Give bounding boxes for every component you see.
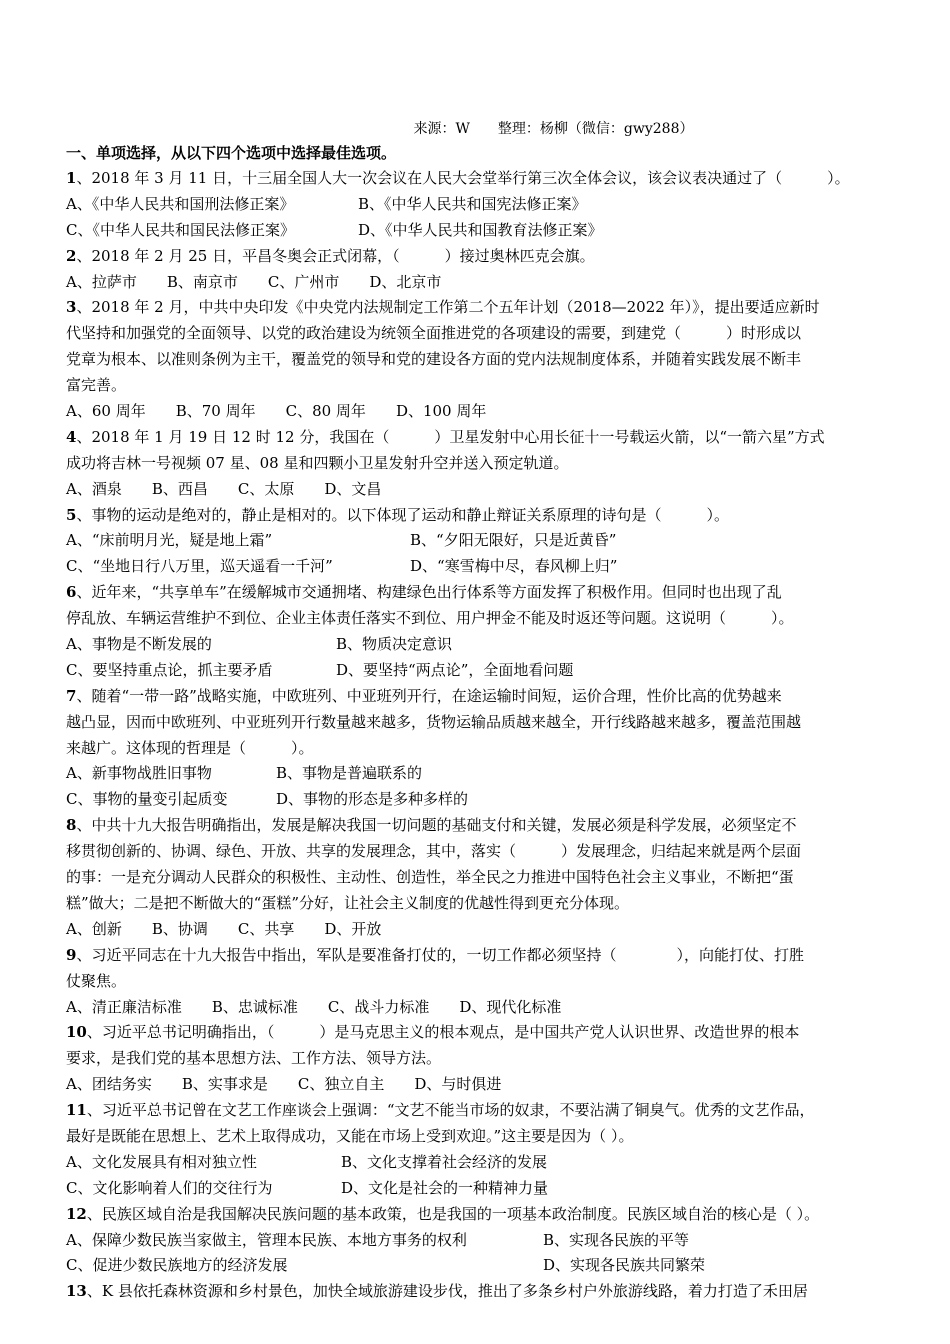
question-line: 来越广。这体现的哲理是（ ）。	[66, 738, 314, 757]
question-11-line: 11、习近平总书记曾在文艺工作座谈会上强调：“文艺不能当市场的奴隶，不要沾满了铜臭气。优秀的文艺作品，	[66, 1101, 815, 1120]
option-b: B、协调	[151, 919, 208, 938]
question-number: 9	[66, 945, 77, 964]
option-a: A、保障少数民族当家做主，管理本民族、本地方事务的权利	[66, 1230, 467, 1249]
question-4-line: 4、2018 年 1 月 19 日 12 时 12 分，我国在（ ）卫星发射中心用长征十一号载运火箭，以“一箭六星”方式	[66, 427, 825, 446]
question-13-line: 13、K 县依托森林资源和乡村景色，加快全域旅游建设步伐，推出了多条乡村户外旅游线路，着力打造了禾田居	[66, 1282, 808, 1301]
question-8-line: 8、中共十九大报告明确指出，发展是解决我国一切问题的基础支付和关键，发展必须是科学发展，必须坚定不	[66, 816, 797, 835]
question-6-line: 6、近年来，“共享单车”在缓解城市交通拥堵、构建绿色出行体系等方面发挥了积极作用。但同时也出现了乱	[66, 583, 782, 602]
option-a: A、酒泉	[66, 479, 122, 498]
question-line: 移贯彻创新的、协调、绿色、开放、共享的发展理念，其中，落实（ ）发展理念，归结起来就是两个层面	[66, 842, 802, 861]
option-c: C、太原	[237, 479, 295, 498]
options-row	[66, 1072, 886, 1098]
question-line: 富完善。	[66, 376, 127, 395]
options-row	[66, 632, 886, 658]
question-line: 越凸显，因而中欧班列、中亚班列开行数量越来越多，货物运输品质越来越全，开行线路越来越多，覆盖范围越	[66, 712, 802, 731]
options-row	[66, 658, 886, 684]
options-row	[66, 477, 886, 503]
question-number: 10	[66, 1023, 87, 1042]
question-10-line: 10、习近平总书记明确指出，（ ）是马克思主义的根本观点，是中国共产党人认识世界、改造世界的根本	[66, 1023, 800, 1042]
option-a: A、《中华人民共和国刑法修正案》	[66, 194, 295, 213]
option-a: A、“床前明月光，疑是地上霜”	[66, 531, 273, 550]
question-line: 糕”做大；二是把不断做大的“蛋糕”分好，让社会主义制度的优越性得到更充分体现。	[66, 893, 630, 912]
options-row	[66, 218, 886, 244]
option-d: D、《中华人民共和国教育法修正案》	[358, 220, 603, 239]
option-a: A、文化发展具有相对独立性	[66, 1152, 257, 1171]
option-a: A、事物是不断发展的	[66, 635, 212, 654]
question-line: 仗聚焦。	[66, 971, 127, 990]
options-row	[66, 554, 886, 580]
option-b: B、物质决定意识	[336, 635, 453, 654]
option-c: C、战斗力标准	[327, 997, 430, 1016]
question-number: 1	[66, 169, 77, 187]
option-d: D、文昌	[324, 479, 382, 498]
option-b: B、《中华人民共和国宪法修正案》	[358, 194, 587, 213]
option-a: A、清正廉洁标准	[66, 997, 182, 1016]
option-c: C、事物的量变引起质变	[66, 790, 228, 809]
option-a: A、新事物战胜旧事物	[66, 764, 212, 783]
option-b: B、文化支撑着社会经济的发展	[341, 1152, 548, 1171]
option-d: D、100 周年	[395, 402, 487, 421]
question-line: 的事：一是充分调动人民群众的积极性、主动性、创造性，举全民之力推进中国特色社会主义事业，不断把“蛋	[66, 868, 794, 887]
option-d: D、文化是社会的一种精神力量	[341, 1178, 549, 1197]
question-2-line: 2、2018 年 2 月 25 日，平昌冬奥会正式闭幕，（ ）接过奥林匹克会旗。	[66, 246, 595, 265]
options-row	[66, 1150, 886, 1176]
question-number: 6	[66, 583, 77, 602]
option-d: D、事物的形态是多种多样的	[276, 790, 469, 809]
question-9-line: 9、习近平同志在十九大报告中指出，军队是要准备打仗的，一切工作都必须坚持（ ），向能打仗、打胜	[66, 945, 804, 964]
option-b: B、70 周年	[175, 402, 256, 421]
option-a: A、创新	[66, 919, 122, 938]
question-line: 要求，是我们党的基本思想方法、工作方法、领导方法。	[66, 1049, 442, 1068]
question-line: 代坚持和加强党的全面领导、以党的政治建设为统领全面推进党的各项建设的需要，到建党（ ）时形成以	[66, 324, 802, 343]
question-line: 停乱放、车辆运营维护不到位、企业主体责任落实不到位、用户押金不能及时返还等问题。这说明（ ）。	[66, 609, 794, 628]
option-b: B、事物是普遍联系的	[276, 764, 423, 783]
option-b: B、实事求是	[181, 1075, 268, 1094]
option-d: D、北京市	[369, 272, 442, 291]
option-d: D、“寒雪梅中尽，春风柳上归”	[410, 557, 618, 576]
option-d: D、要坚持“两点论”，全面地看问题	[336, 660, 574, 679]
options-row	[66, 787, 886, 813]
option-b: B、实现各民族的平等	[543, 1230, 690, 1249]
option-c: C、《中华人民共和国民法修正案》	[66, 220, 295, 239]
option-a: A、拉萨市	[66, 272, 137, 291]
question-number: 3	[66, 298, 77, 317]
question-3-line: 3、2018 年 2 月，中共中央印发《中央党内法规制定工作第二个五年计划（2018—2022 年）》，提出要适应新时	[66, 298, 820, 317]
question-number: 4	[66, 427, 77, 446]
option-a: A、60 周年	[66, 402, 146, 421]
option-c: C、共享	[237, 919, 295, 938]
option-d: D、现代化标准	[459, 997, 562, 1016]
option-b: B、“夕阳无限好，只是近黄昏”	[410, 531, 617, 550]
option-b: B、西昌	[151, 479, 208, 498]
question-number: 7	[66, 686, 77, 705]
option-c: C、文化影响着人们的交往行为	[66, 1178, 273, 1197]
question-line: 最好是既能在思想上、艺术上取得成功，又能在市场上受到欢迎。”这主要是因为（ ）。	[66, 1126, 634, 1145]
question-number: 8	[66, 816, 77, 835]
options-row	[66, 1253, 886, 1279]
question-line: 成功将吉林一号视频 07 星、08 星和四颗小卫星发射升空并送入预定轨道。	[66, 453, 569, 472]
option-c: C、独立自主	[297, 1075, 385, 1094]
question-number: 2	[66, 246, 77, 265]
option-d: D、与时俱进	[414, 1075, 502, 1094]
option-d: D、实现各民族共同繁荣	[543, 1256, 706, 1275]
document-page	[66, 118, 886, 1305]
option-d: D、开放	[324, 919, 382, 938]
options-row	[66, 917, 886, 943]
options-row	[66, 192, 886, 218]
option-c: C、广州市	[267, 272, 340, 291]
option-a: A、团结务实	[66, 1075, 152, 1094]
option-c: C、促进少数民族地方的经济发展	[66, 1256, 288, 1275]
options-row	[66, 528, 886, 554]
question-12-line: 12、民族区域自治是我国解决民族问题的基本政策，也是我国的一项基本政治制度。民族区域自治的核心是（ ）。	[66, 1204, 820, 1223]
question-5-line: 5、事物的运动是绝对的，静止是相对的。以下体现了运动和静止辩证关系原理的诗句是（ ）。	[66, 505, 729, 524]
option-b: B、南京市	[166, 272, 238, 291]
options-row	[66, 399, 886, 425]
section-title: 一、单项选择，从以下四个选项中选择最佳选项。	[66, 144, 397, 162]
source-line: 来源：W 整理：杨柳（微信：gwy288）	[413, 121, 694, 137]
question-number: 11	[66, 1101, 87, 1120]
options-row	[66, 995, 886, 1021]
option-c: C、“坐地日行八万里，巡天遥看一千河”	[66, 557, 333, 576]
question-line: 党章为根本、以准则条例为主干，覆盖党的领导和党的建设各方面的党内法规制度体系，并随着实践发展不断丰	[66, 350, 802, 369]
option-c: C、要坚持重点论，抓主要矛盾	[66, 660, 273, 679]
options-row	[66, 761, 886, 787]
options-row	[66, 270, 886, 296]
question-1-line: 1、2018 年 3 月 11 日，十三届全国人大一次会议在人民大会堂举行第三次全体会议，该会议表决通过了（ ）。	[66, 169, 850, 187]
option-c: C、80 周年	[285, 402, 366, 421]
options-row	[66, 1176, 886, 1202]
question-number: 13	[66, 1282, 87, 1301]
question-number: 12	[66, 1204, 87, 1223]
option-b: B、忠诚标准	[211, 997, 298, 1016]
question-7-line: 7、随着“一带一路”战略实施，中欧班列、中亚班列开行，在途运输时间短，运价合理，性价比高的优势越来	[66, 686, 782, 705]
question-number: 5	[66, 505, 77, 524]
options-row	[66, 1228, 886, 1254]
